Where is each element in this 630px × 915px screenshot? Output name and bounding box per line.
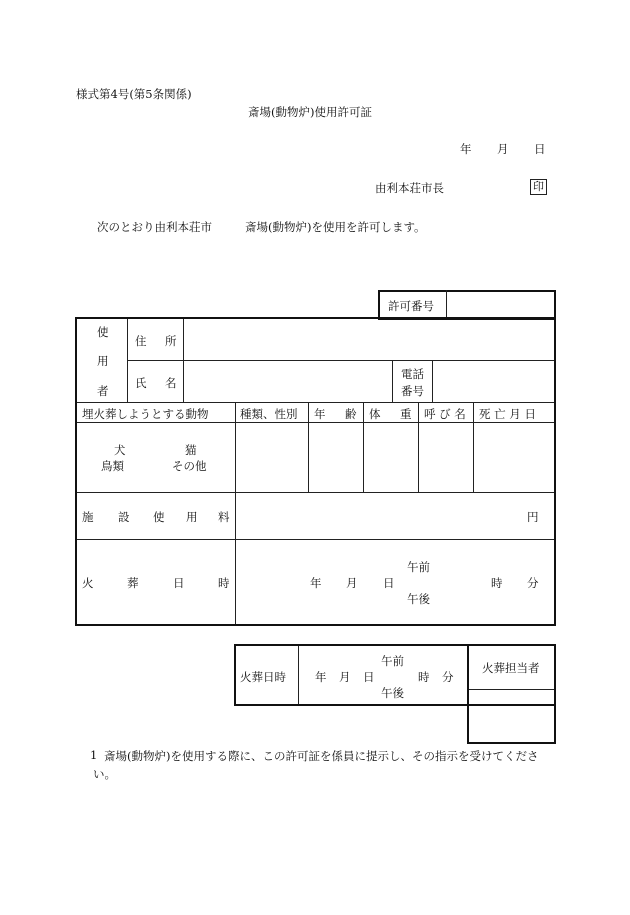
bottom-cremation-label: 火葬日時 <box>240 670 286 684</box>
cremation-minute: 分 <box>527 576 539 590</box>
fee-label-char-3: 使 <box>153 510 165 524</box>
col-age-a: 年 <box>314 407 326 421</box>
phone-label-a: 電話 <box>401 367 424 381</box>
fee-label-char-5: 料 <box>218 510 230 524</box>
document-title: 斎場(動物炉)使用許可証 <box>248 105 372 119</box>
name-label-b: 名 <box>165 376 177 390</box>
form-number: 様式第4号(第5条関係) <box>76 87 192 101</box>
date-day: 日 <box>534 142 546 156</box>
animal-type-dog: 犬 <box>114 443 126 457</box>
date-month: 月 <box>497 142 509 156</box>
cremation-label-char-4: 時 <box>218 576 230 590</box>
staff-box <box>467 644 556 744</box>
col-age-b: 齢 <box>345 407 357 421</box>
cremation-hour: 時 <box>491 576 503 590</box>
cremation-label-char-1: 火 <box>82 576 94 590</box>
cremation-am: 午前 <box>407 560 430 574</box>
bottom-year: 年 <box>315 670 327 684</box>
animal-type-other: その他 <box>172 459 207 473</box>
name-label-a: 氏 <box>135 376 147 390</box>
user-section-char-2: 用 <box>97 354 109 368</box>
animal-type-bird: 鳥類 <box>101 459 124 473</box>
user-section-char-1: 使 <box>97 325 109 339</box>
cremation-label-char-3: 日 <box>173 576 185 590</box>
note-number: 1 <box>90 748 98 762</box>
issuer-name: 由利本荘市長 <box>375 181 444 195</box>
fee-label-char-1: 施 <box>82 510 94 524</box>
permit-number-label: 許可番号 <box>388 299 434 313</box>
note-text-line-2: い。 <box>93 767 116 781</box>
fee-label-char-2: 設 <box>118 510 130 524</box>
bottom-hour: 時 <box>418 670 430 684</box>
cremation-pm: 午後 <box>407 592 430 606</box>
staff-label: 火葬担当者 <box>482 661 540 675</box>
bottom-pm: 午後 <box>381 686 404 700</box>
animal-type-cat: 猫 <box>185 443 197 457</box>
statement-part-b: 斎場(動物炉)を使用を許可します。 <box>245 220 426 234</box>
seal-stamp: 印 <box>530 179 547 195</box>
cremation-month: 月 <box>346 576 358 590</box>
col-weight-b: 重 <box>400 407 412 421</box>
col-weight-a: 体 <box>369 407 381 421</box>
col-kind-sex: 種類、性別 <box>240 407 298 421</box>
phone-label-b: 番号 <box>401 384 424 398</box>
note-text-line-1: 斎場(動物炉)を使用する際に、この許可証を係員に提示し、その指示を受けてくださ <box>104 749 539 763</box>
cremation-day: 日 <box>383 576 395 590</box>
bottom-month: 月 <box>339 670 351 684</box>
cremation-year: 年 <box>310 576 322 590</box>
address-label-b: 所 <box>165 334 177 348</box>
address-label-a: 住 <box>135 334 147 348</box>
cremation-label-char-2: 葬 <box>127 576 139 590</box>
bottom-am: 午前 <box>381 654 404 668</box>
col-call-name: 呼 び 名 <box>424 407 466 421</box>
date-year: 年 <box>460 142 472 156</box>
col-death-date: 死 亡 月 日 <box>479 407 536 421</box>
statement-part-a: 次のとおり由利本荘市 <box>97 220 212 234</box>
bottom-minute: 分 <box>442 670 454 684</box>
fee-label-char-4: 用 <box>186 510 198 524</box>
bottom-day: 日 <box>363 670 375 684</box>
user-section-char-3: 者 <box>97 384 109 398</box>
fee-unit: 円 <box>527 510 539 524</box>
animal-header-label: 埋火葬しようとする動物 <box>82 407 209 421</box>
